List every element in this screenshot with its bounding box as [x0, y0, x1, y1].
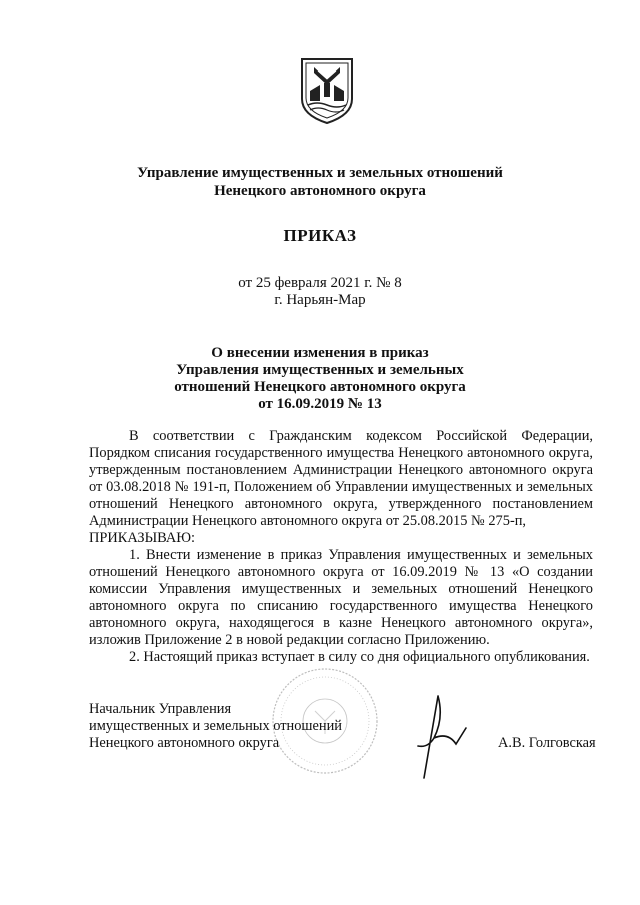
document-body [89, 428, 593, 666]
signer-name: А.В. Голговская [498, 735, 596, 751]
signer-position-line2: имущественных и земельных отношений [89, 718, 343, 734]
order-word: ПРИКАЗЫВАЮ: [89, 530, 196, 546]
document-date: от 25 февраля 2021 г. № 8 [238, 275, 402, 291]
preamble-paragraph: В соответствии с Гражданским кодексом Российской Федерации, Порядком списания государственного имущества Ненецкого автономного округа, утвержденным постановлением Администрации Ненецкого автономного округа от 03.08.2018 № 191-п, Положением об Управлении имущественных и земельных отношений Ненецкого автономного округа, утвержденного постановлением Администрации Ненецкого автономного округа от 25.08.2015 № 275-п, [89, 428, 593, 529]
signer-position-line1: Начальник Управления [89, 701, 232, 717]
organization-name-line2: Ненецкого автономного округа [214, 183, 426, 199]
document-place: г. Нарьян-Мар [274, 292, 366, 308]
item-2-paragraph: 2. Настоящий приказ вступает в силу со дня официального опубликования. [129, 649, 590, 665]
handwritten-signature [404, 688, 474, 783]
coat-of-arms-emblem [296, 55, 358, 125]
signer-position [89, 701, 342, 752]
organization-name [0, 164, 640, 200]
organization-name-line1: Управление имущественных и земельных отношений [137, 165, 503, 181]
document-subject [0, 345, 640, 413]
date-and-place [0, 275, 640, 309]
signer-position-line3: Ненецкого автономного округа [89, 735, 280, 751]
subject-line1: О внесении изменения в приказ [211, 345, 429, 361]
document-type-title: ПРИКАЗ [283, 226, 357, 245]
subject-line3: отношений Ненецкого автономного округа [174, 379, 466, 395]
subject-line4: от 16.09.2019 № 13 [258, 396, 382, 412]
item-1-paragraph: 1. Внести изменение в приказ Управления имущественных и земельных отношений Ненецкого автономного округа от 16.09.2019 № 13 «О создании комиссии Управления имущественных и земельных отношений Ненецкого автономного округа по списанию государственного имущества Ненецкого автономного округа, находящегося в казне Ненецкого автономного округа», изложив Приложение 2 в новой редакции согласно Приложению. [89, 547, 593, 648]
subject-line2: Управления имущественных и земельных [176, 362, 464, 378]
